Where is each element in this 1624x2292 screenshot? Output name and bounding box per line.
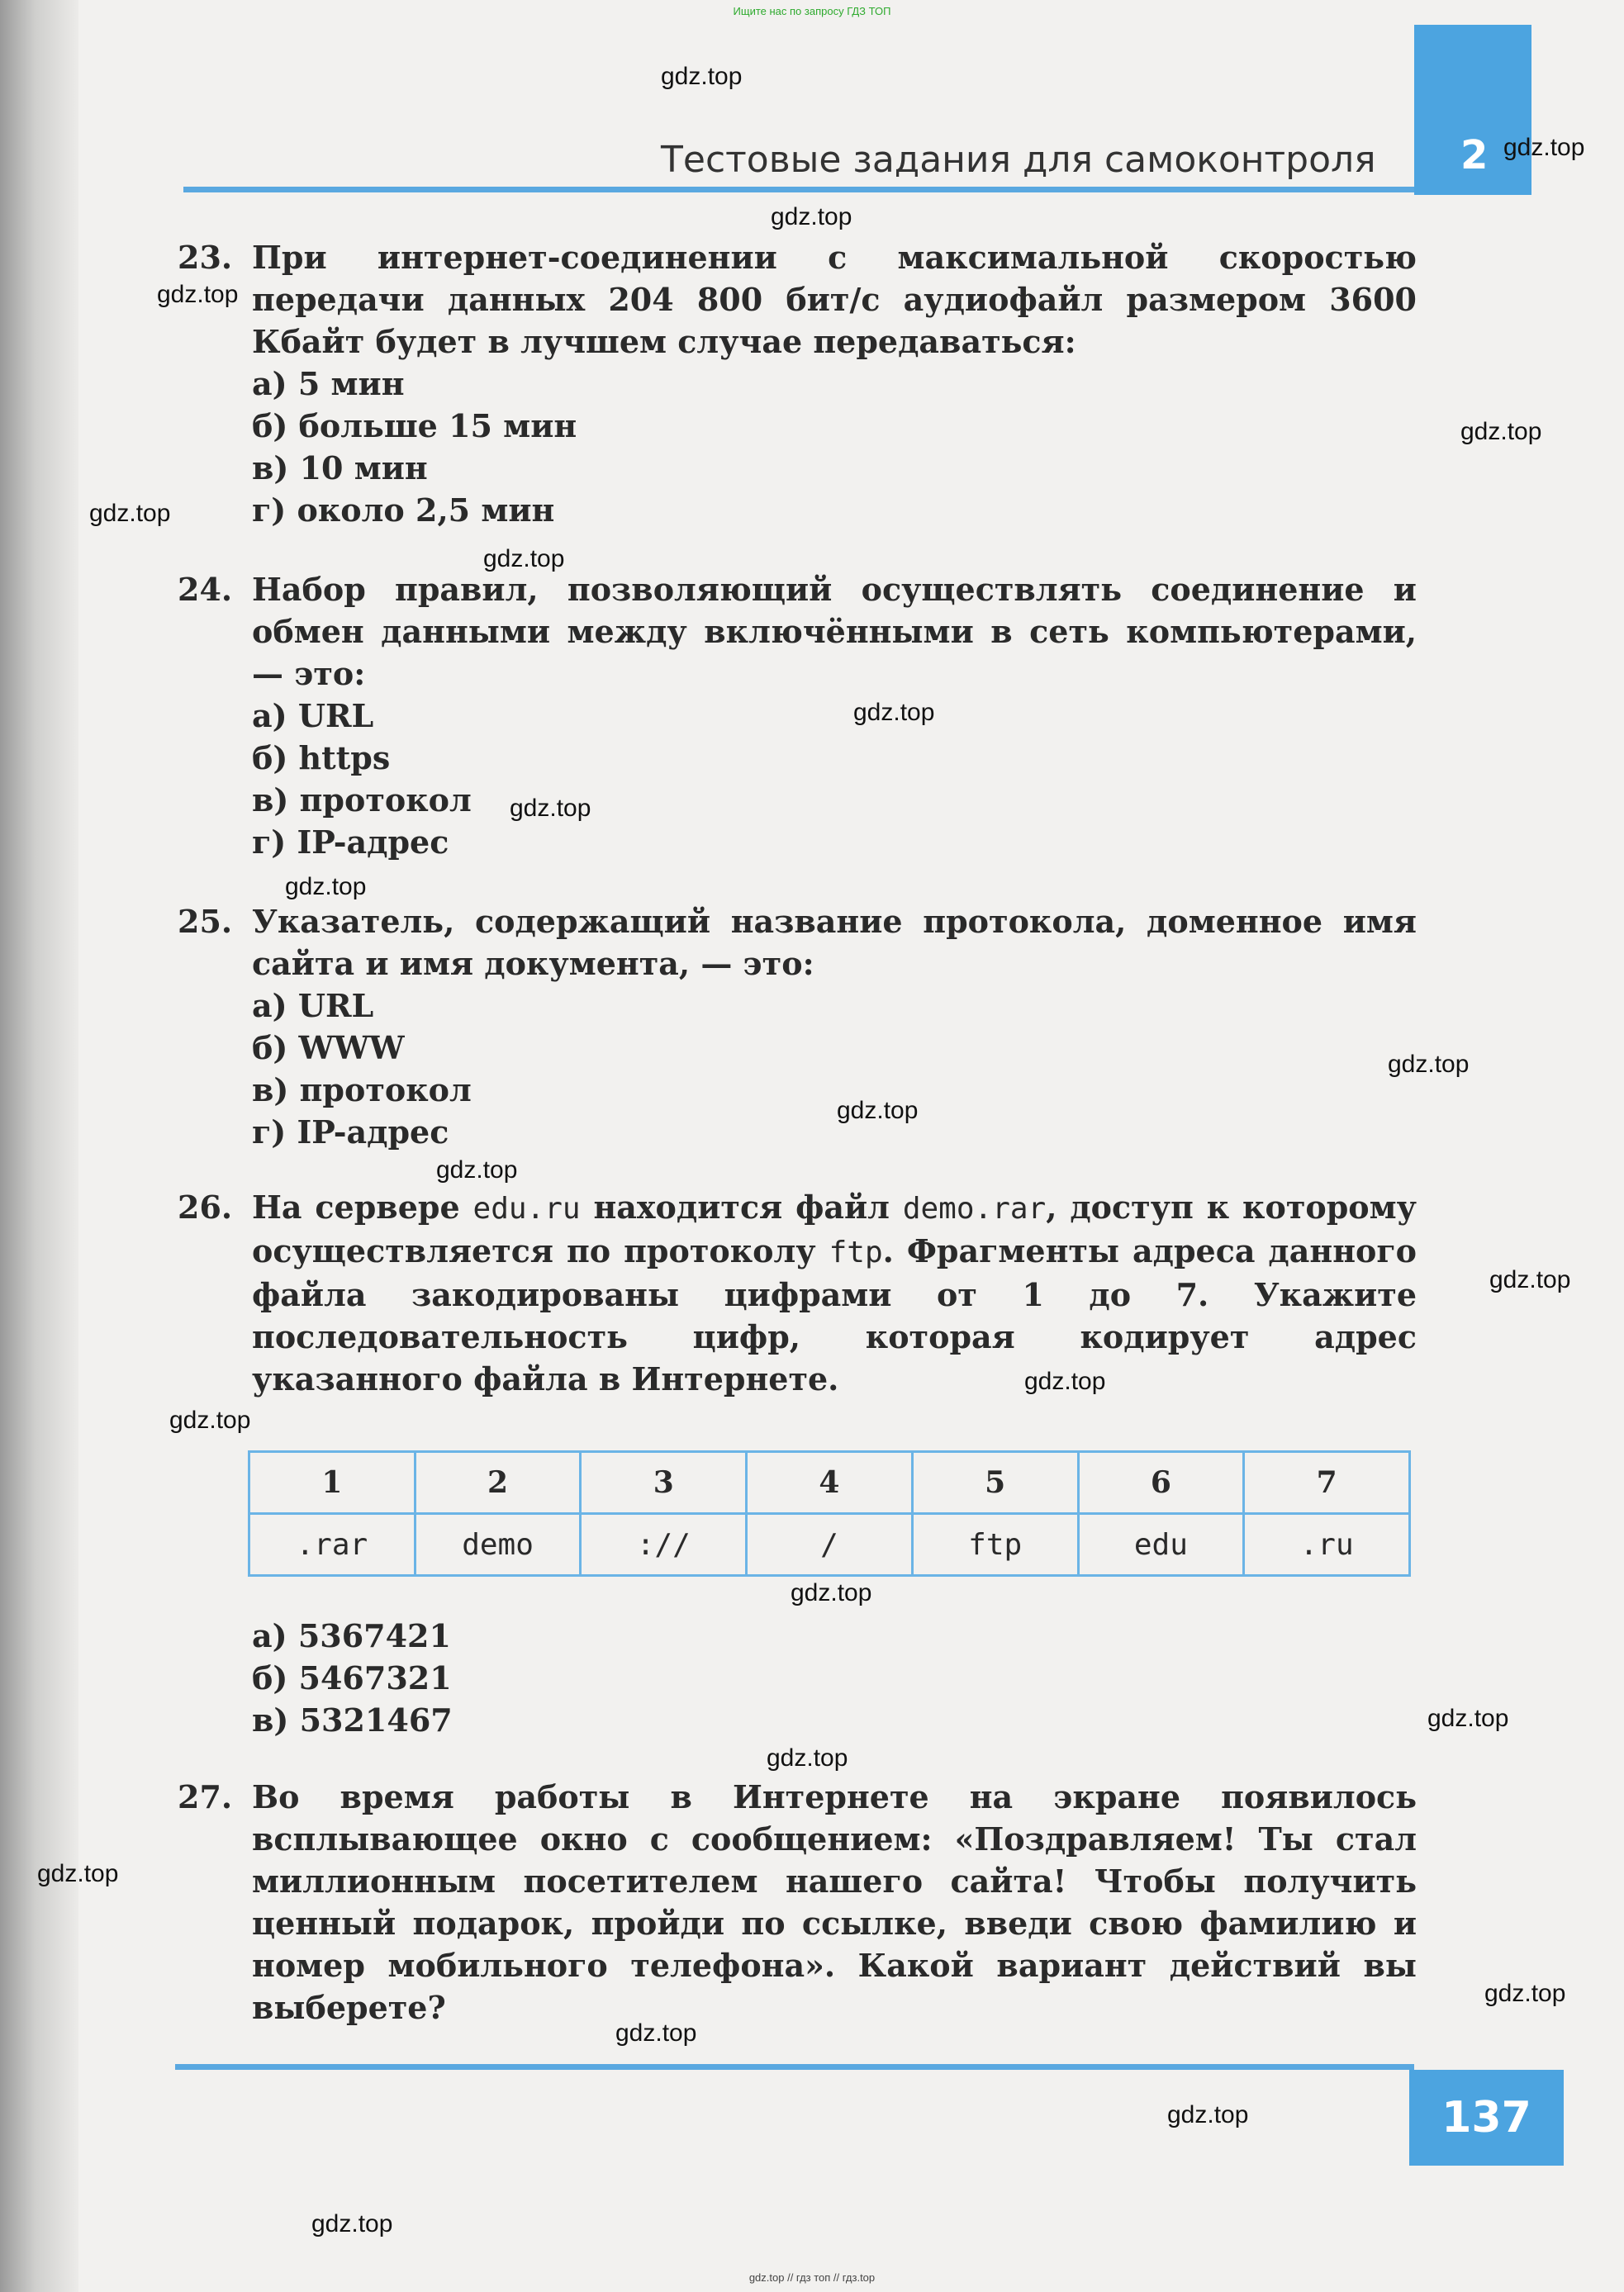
question-text: Набор правил, позволяющий осуществлять соединение и обмен данными между включёнными в сеть компьютерами, — это: xyxy=(252,571,1417,692)
page-edge-shadow xyxy=(0,0,78,2292)
watermark: gdz.top xyxy=(615,2019,697,2047)
table-cell: :// xyxy=(581,1514,747,1576)
answer-option: г) IP-адрес xyxy=(252,1113,449,1151)
question-text: Во время работы в Интернете на экране появилось всплывающее окно с сообщением: «Поздравляем! Ты стал миллионным посетителем нашего сайта! Чтобы получить ценный подарок, пройди по ссылке, введи свою фамилию и номер мобильного телефона». Какой вариант действий вы выберете? xyxy=(252,1778,1417,2026)
footer-rule xyxy=(175,2064,1414,2070)
question-text: Указатель, содержащий название протокола, доменное имя сайта и имя документа, — это: xyxy=(252,903,1417,982)
header-rule xyxy=(183,187,1414,192)
question-25 xyxy=(178,900,1417,1153)
question-number: 27. xyxy=(178,1778,233,1815)
watermark: gdz.top xyxy=(1503,134,1585,161)
answer-option: а) URL xyxy=(252,697,374,734)
watermark: gdz.top xyxy=(1460,418,1542,445)
answer-option: в) 10 мин xyxy=(252,449,428,486)
answer-options xyxy=(252,695,1417,863)
text-fragment: находится файл xyxy=(580,1189,903,1226)
watermark: gdz.top xyxy=(791,1579,872,1606)
file-name: demo.rar xyxy=(902,1192,1047,1226)
table-cell: / xyxy=(747,1514,913,1576)
table-row xyxy=(249,1514,1410,1576)
watermark: gdz.top xyxy=(157,281,239,308)
answer-option: б) 5467321 xyxy=(252,1659,452,1696)
text-fragment: На сервере xyxy=(252,1189,473,1226)
question-26 xyxy=(178,1186,1417,1400)
watermark: gdz.top xyxy=(89,500,171,527)
protocol-name: ftp xyxy=(829,1236,883,1269)
watermark: gdz.top xyxy=(1427,1705,1509,1732)
table-header-row xyxy=(249,1452,1410,1514)
answer-option: б) WWW xyxy=(252,1029,405,1066)
answer-options xyxy=(252,985,1417,1153)
watermark: gdz.top xyxy=(510,795,591,822)
question-number: 23. xyxy=(178,239,233,276)
watermark: gdz.top xyxy=(853,699,935,726)
question-26-options xyxy=(178,1615,1417,1741)
question-number: 25. xyxy=(178,903,233,940)
page-number: 137 xyxy=(1409,2070,1564,2166)
table-cell: 4 xyxy=(747,1452,913,1514)
table-cell: demo xyxy=(415,1514,581,1576)
answer-option: а) 5 мин xyxy=(252,365,405,402)
table-cell: 2 xyxy=(415,1452,581,1514)
question-text: При интернет-соединении с максимальной скоростью передачи данных 204 800 бит/с аудиофайл размером 3600 Кбайт будет в лучшем случае передаваться: xyxy=(252,239,1417,360)
question-24 xyxy=(178,568,1417,863)
watermark: gdz.top xyxy=(1024,1368,1106,1395)
text-fragment: . Фрагменты адреса данного файла закодированы цифрами от 1 до 7. Укажите последовательность цифр, которая кодирует адрес указанного файла в Интернете. xyxy=(252,1232,1417,1398)
table-cell: 7 xyxy=(1244,1452,1410,1514)
table-cell: 1 xyxy=(249,1452,415,1514)
text-fragment: , доступ к которому осуществляется по протоколу xyxy=(252,1189,1417,1269)
watermark: gdz.top xyxy=(311,2210,393,2237)
server-name: edu.ru xyxy=(472,1192,581,1226)
chapter-number: 2 xyxy=(1460,132,1489,178)
table-cell: 3 xyxy=(581,1452,747,1514)
answer-option: в) 5321467 xyxy=(252,1701,453,1739)
table-cell: .ru xyxy=(1244,1514,1410,1576)
watermark: gdz.top xyxy=(169,1407,251,1434)
watermark: gdz.top xyxy=(37,1860,119,1887)
table-cell: 6 xyxy=(1078,1452,1244,1514)
watermark: gdz.top xyxy=(767,1744,848,1772)
answer-option: а) URL xyxy=(252,987,374,1024)
question-number: 24. xyxy=(178,571,233,608)
watermark: gdz.top xyxy=(483,545,565,572)
watermark: gdz.top xyxy=(1489,1266,1571,1293)
watermark: gdz.top xyxy=(837,1097,919,1124)
answer-option: в) протокол xyxy=(252,1071,472,1108)
chapter-tab xyxy=(1414,25,1531,195)
header-title: Тестовые задания для самоконтроля xyxy=(661,139,1376,181)
watermark: gdz.top xyxy=(436,1156,518,1184)
table-cell: edu xyxy=(1078,1514,1244,1576)
question-text xyxy=(252,1186,1417,1400)
table-cell: .rar xyxy=(249,1514,415,1576)
question-27 xyxy=(178,1776,1417,2029)
answer-option: б) https xyxy=(252,739,391,776)
address-fragments-table xyxy=(248,1450,1411,1577)
watermark: gdz.top xyxy=(1484,1980,1566,2007)
answer-options xyxy=(252,363,1417,531)
answer-option: в) протокол xyxy=(252,781,472,819)
answer-option: г) около 2,5 мин xyxy=(252,491,555,529)
table-cell: ftp xyxy=(912,1514,1078,1576)
watermark: gdz.top xyxy=(1388,1051,1470,1078)
watermark: gdz.top xyxy=(771,203,852,230)
bottom-note: gdz.top // гдз топ // гдз.top xyxy=(748,2271,876,2284)
top-note: Ищите нас по запросу ГДЗ ТОП xyxy=(733,5,891,17)
question-23 xyxy=(178,236,1417,531)
watermark: gdz.top xyxy=(285,873,367,900)
watermark: gdz.top xyxy=(661,63,743,90)
answer-option: г) IP-адрес xyxy=(252,823,449,861)
question-number: 26. xyxy=(178,1189,233,1226)
answer-options xyxy=(252,1615,1417,1741)
watermark: gdz.top xyxy=(1167,2101,1249,2128)
answer-option: б) больше 15 мин xyxy=(252,407,577,444)
answer-option: а) 5367421 xyxy=(252,1617,451,1654)
table-cell: 5 xyxy=(912,1452,1078,1514)
